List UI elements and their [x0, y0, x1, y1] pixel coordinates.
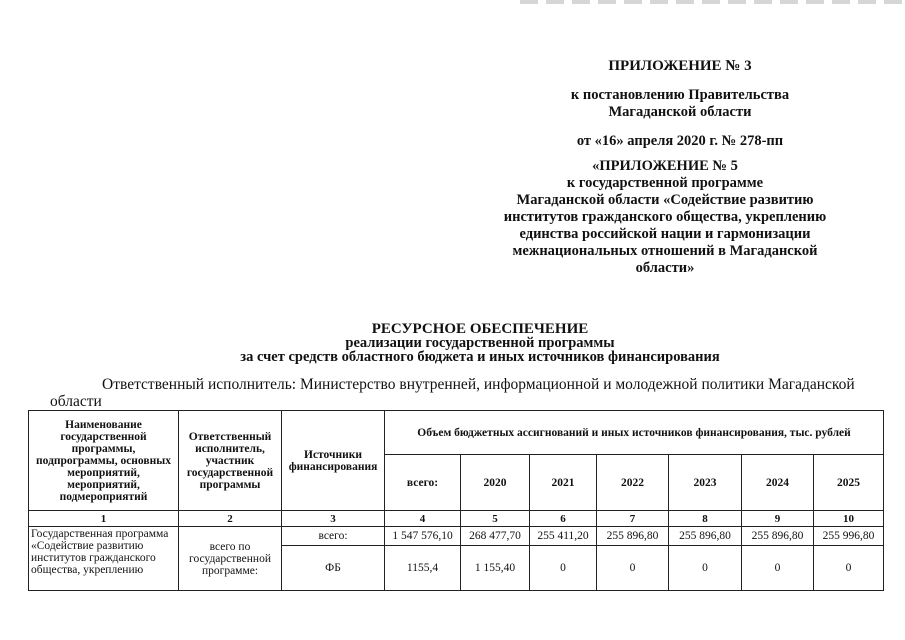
source-cell: всего: [282, 527, 385, 546]
program-executor-cell: всего по государственной программе: [179, 527, 282, 591]
header-year: 2023 [669, 455, 742, 511]
col-number: 5 [461, 511, 530, 527]
value-cell: 255 896,80 [597, 527, 669, 546]
header-total: всего: [385, 455, 461, 511]
col-number: 3 [282, 511, 385, 527]
source-cell: ФБ [282, 546, 385, 591]
appendix-5-header [430, 158, 900, 277]
scan-artifact [520, 0, 905, 4]
col-number: 8 [669, 511, 742, 527]
appendix-3-line: к постановлению Правительства [570, 87, 790, 103]
header-year: 2025 [814, 455, 884, 511]
col-number: 4 [385, 511, 461, 527]
header-year: 2022 [597, 455, 669, 511]
resource-title: РЕСУРСНОЕ ОБЕСПЕЧЕНИЕ [371, 321, 589, 337]
appendix-3-line: Магаданской области [608, 104, 752, 120]
value-cell: 0 [814, 546, 884, 591]
appendix-3-header [460, 58, 900, 150]
value-cell: 255 996,80 [814, 527, 884, 546]
resource-table [28, 410, 884, 591]
appendix-3-date: от «16» апреля 2020 г. № 278-пп [576, 133, 784, 149]
value-cell: 255 896,80 [669, 527, 742, 546]
table-row [29, 527, 884, 546]
value-cell: 0 [530, 546, 597, 591]
col-number: 7 [597, 511, 669, 527]
value-cell: 1 155,40 [461, 546, 530, 591]
resource-subtitle: реализации государственной программы [345, 335, 615, 351]
appendix-5-line: Магаданской области «Содействие развитию [516, 192, 814, 208]
value-cell: 0 [597, 546, 669, 591]
value-cell: 1 547 576,10 [385, 527, 461, 546]
appendix-5-line: межнациональных отношений в Магаданской [512, 243, 818, 259]
header-year: 2021 [530, 455, 597, 511]
appendix-5-line: к государственной программе [566, 175, 764, 191]
value-cell: 255 896,80 [742, 527, 814, 546]
appendix-5-line: институтов гражданского общества, укреплению [503, 209, 827, 225]
resource-heading [150, 322, 810, 364]
resource-subtitle: за счет средств областного бюджета и иных источников финансирования [240, 349, 720, 365]
appendix-5-title: «ПРИЛОЖЕНИЕ № 5 [592, 158, 738, 174]
col-number: 10 [814, 511, 884, 527]
appendix-3-title: ПРИЛОЖЕНИЕ № 3 [608, 58, 752, 74]
col-number: 1 [29, 511, 179, 527]
col-number: 2 [179, 511, 282, 527]
header-sources: Источники финансирования [282, 411, 385, 511]
value-cell: 268 477,70 [461, 527, 530, 546]
value-cell: 0 [742, 546, 814, 591]
program-name-cell: Государственная программа «Содействие развитию институтов гражданского общества, укреплению [29, 527, 179, 591]
appendix-5-line: области» [635, 260, 695, 276]
value-cell: 255 411,20 [530, 527, 597, 546]
header-year: 2020 [461, 455, 530, 511]
col-number: 9 [742, 511, 814, 527]
header-executor: Ответственный исполнитель, участник государственной программы [179, 411, 282, 511]
header-name: Наименование государственной программы, подпрограммы, основных мероприятий, мероприятий, подмероприятий [29, 411, 179, 511]
header-volume: Объем бюджетных ассигнований и иных источников финансирования, тыс. рублей [385, 411, 884, 455]
appendix-5-line: единства российской нации и гармонизации [519, 226, 811, 242]
header-year: 2024 [742, 455, 814, 511]
value-cell: 0 [669, 546, 742, 591]
value-cell: 1155,4 [385, 546, 461, 591]
col-number: 6 [530, 511, 597, 527]
responsible-executor: Ответственный исполнитель: Министерство внутренней, информационной и молодежной политики Магаданской области [50, 376, 855, 410]
